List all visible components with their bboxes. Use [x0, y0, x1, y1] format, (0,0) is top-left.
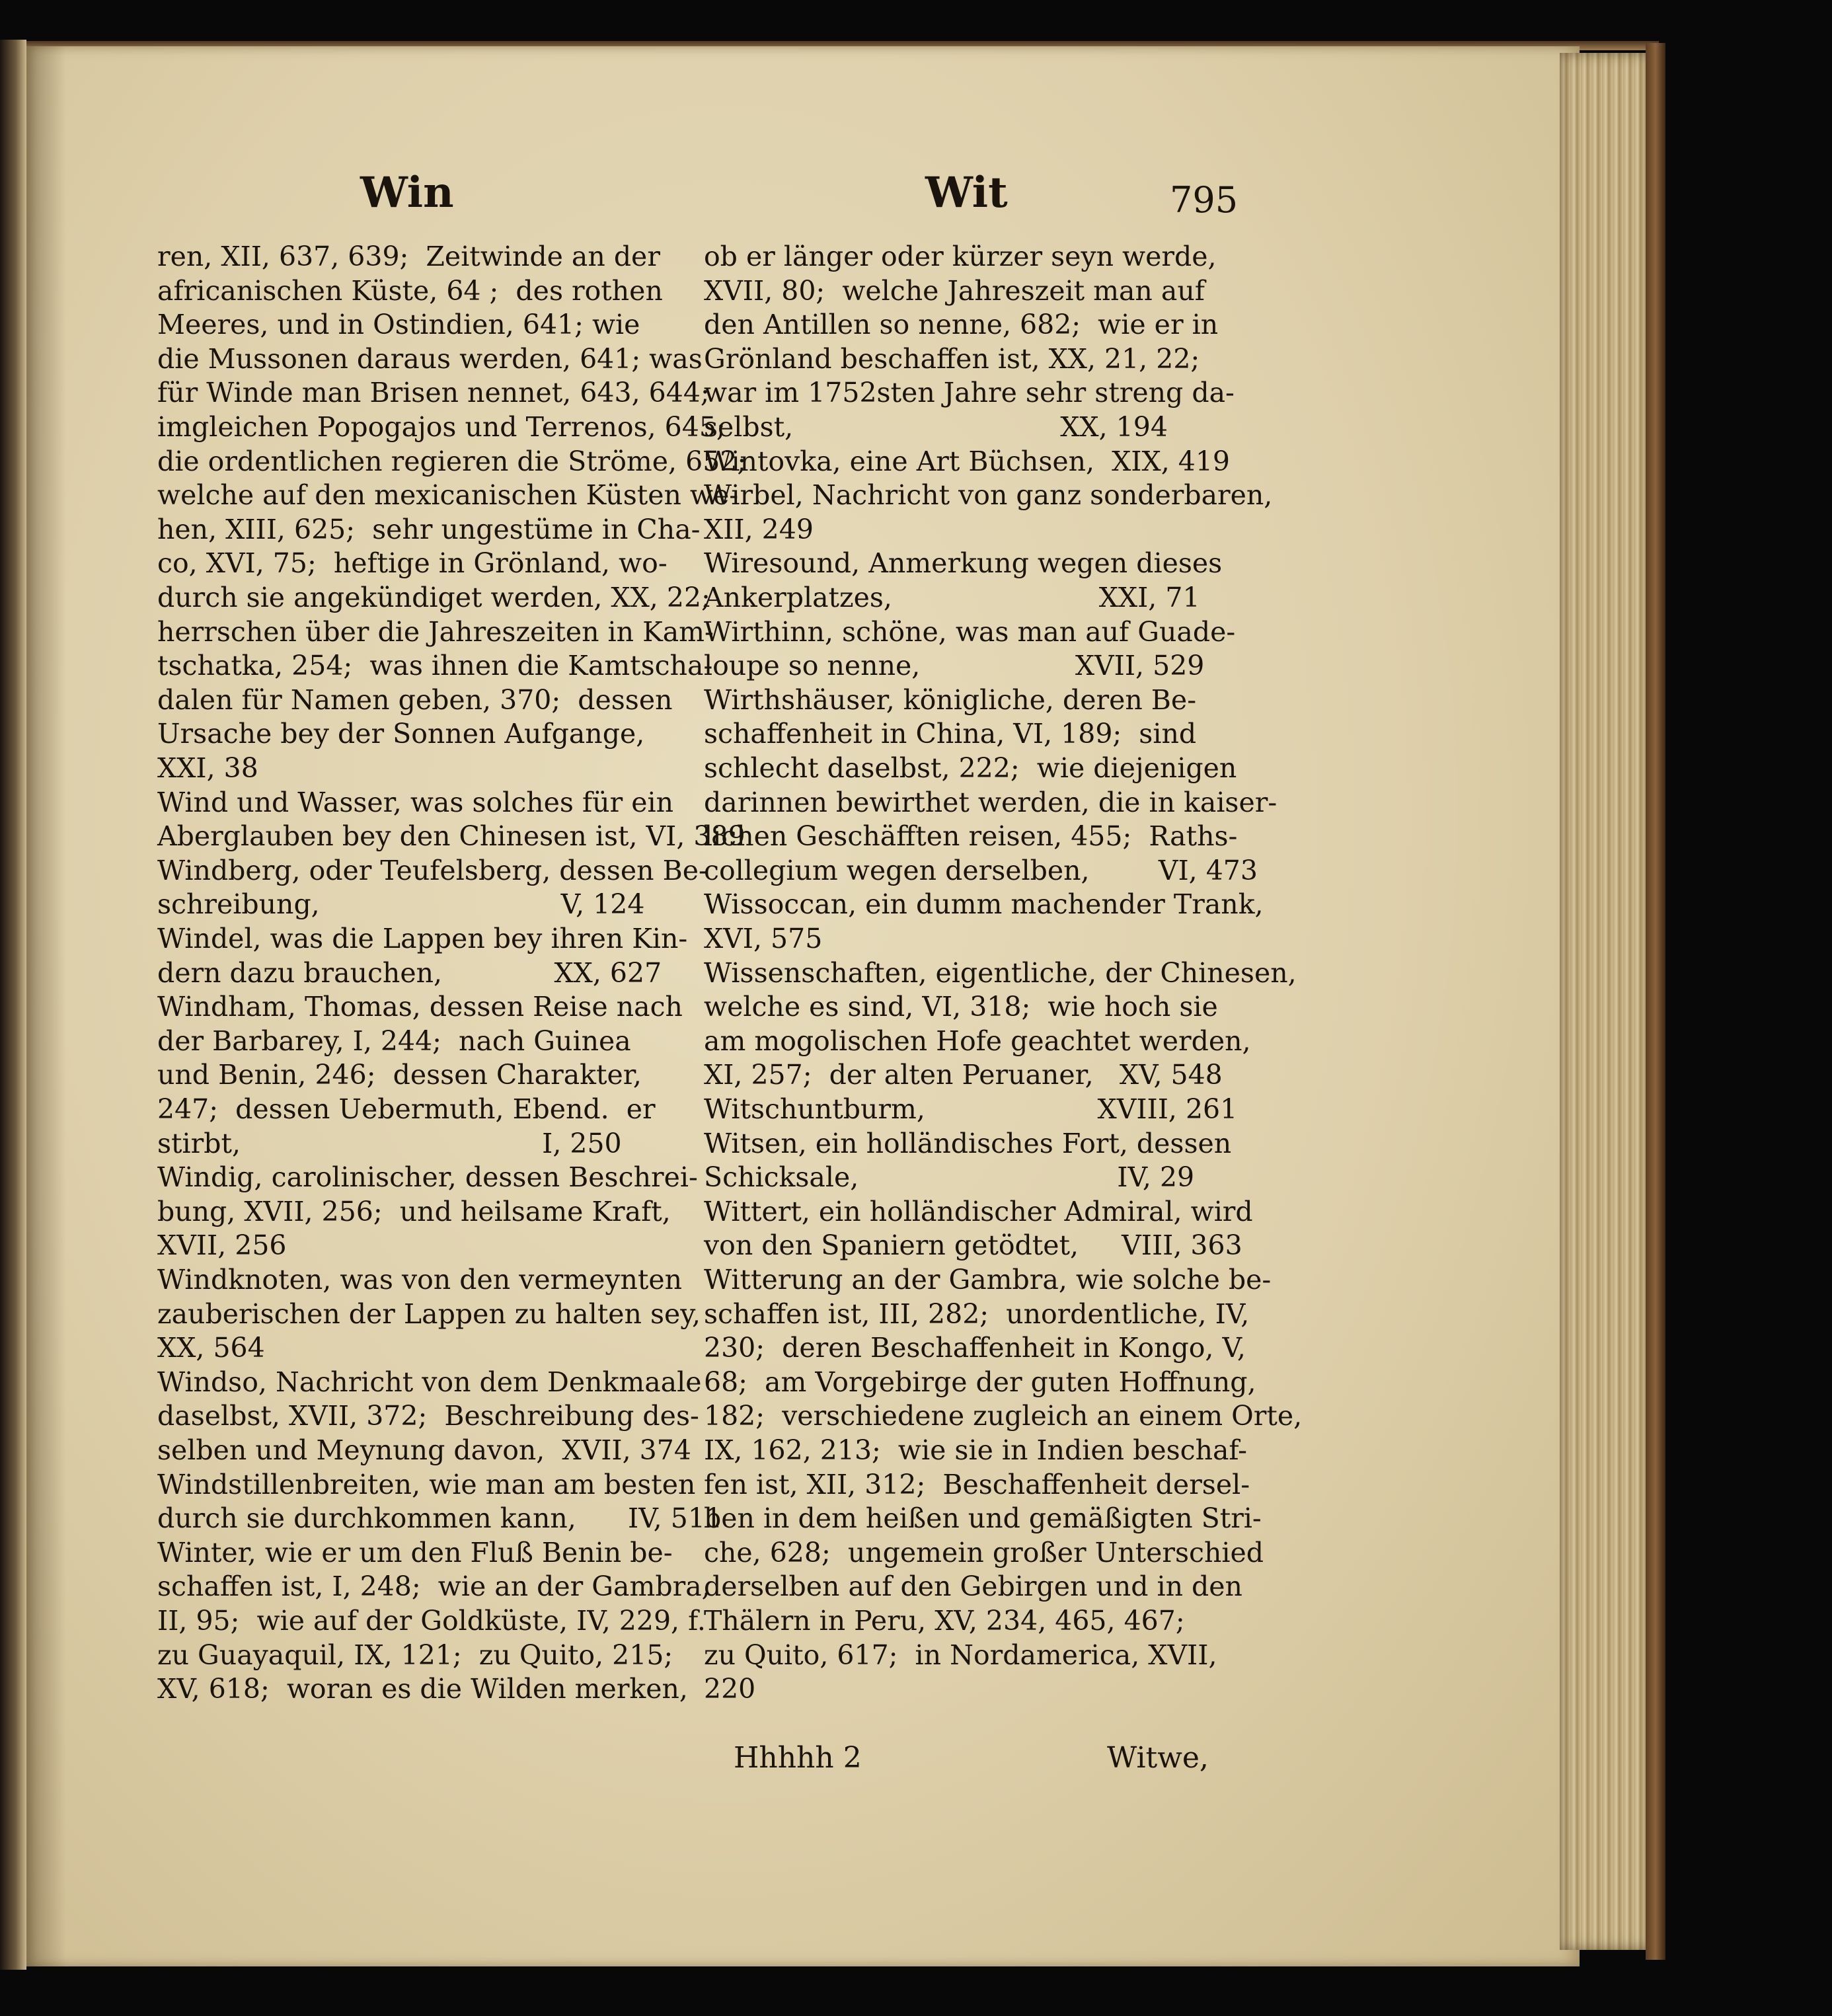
index-line: die ordentlichen regieren die Ströme, 652;	[157, 445, 747, 477]
index-line: zu Guayaquil, IX, 121; zu Quito, 215;	[157, 1639, 673, 1671]
index-line: Windknoten, was von den vermeynten	[157, 1264, 683, 1296]
index-line: dern dazu brauchen, XX, 627	[157, 956, 662, 989]
index-line: XX, 564	[157, 1332, 265, 1364]
index-line: africanischen Küste, 64 ; des rothen	[157, 274, 663, 307]
index-line: schreibung, V, 124	[157, 888, 645, 921]
index-line: 220	[704, 1673, 756, 1705]
index-line: tschatka, 254; was ihnen die Kamtscha-	[157, 650, 713, 682]
index-line: Wiresound, Anmerkung wegen dieses	[704, 547, 1223, 580]
index-line: Windig, carolinischer, dessen Beschrei-	[157, 1161, 698, 1194]
index-line: der Barbarey, I, 244; nach Guinea	[157, 1025, 631, 1057]
index-line: Ursache bey der Sonnen Aufgange,	[157, 718, 645, 750]
index-line: Ankerplatzes, XXI, 71	[704, 582, 1200, 613]
printer-signature: Hhhhh 2	[734, 1741, 862, 1775]
index-line: hen, XIII, 625; sehr ungestüme in Cha-	[157, 513, 701, 545]
index-line: ren, XII, 637, 639; Zeitwinde an der	[157, 241, 660, 272]
index-line: lichen Geschäfften reisen, 455; Raths-	[704, 820, 1238, 853]
index-line: XI, 257; der alten Peruaner, XV, 548	[704, 1059, 1223, 1091]
index-line: Winter, wie er um den Fluß Benin be-	[157, 1536, 673, 1569]
index-line: derselben auf den Gebirgen und in den	[704, 1570, 1242, 1603]
index-line: Wind und Wasser, was solches für ein	[157, 786, 673, 818]
index-line: imgleichen Popogajos und Terrenos, 645;	[157, 411, 726, 443]
index-line: che, 628; ungemein großer Unterschied	[704, 1536, 1264, 1569]
book-spine-edge	[0, 40, 26, 1970]
index-line: durch sie angekündiget werden, XX, 22;	[157, 582, 710, 613]
index-line: Grönland beschaffen ist, XX, 21, 22;	[704, 342, 1200, 375]
index-line: Wintovka, eine Art Büchsen, XIX, 419	[704, 445, 1231, 477]
index-line: Witterung an der Gambra, wie solche be-	[704, 1264, 1272, 1296]
index-line: darinnen bewirthet werden, die in kaiser-	[704, 786, 1278, 818]
index-line: XVII, 256	[157, 1229, 287, 1262]
index-line: Wissenschaften, eigentliche, der Chinesen,	[704, 956, 1297, 989]
index-line: und Benin, 246; dessen Charakter,	[157, 1059, 642, 1091]
index-line: durch sie durchkommen kann, IV, 511	[157, 1502, 722, 1535]
index-line: den Antillen so nenne, 682; wie er in	[704, 309, 1219, 341]
index-line: Windberg, oder Teufelsberg, dessen Be-	[157, 854, 708, 886]
index-line: selben und Meynung davon, XVII, 374	[157, 1434, 691, 1466]
running-head-left: Win	[360, 168, 454, 217]
index-line: II, 95; wie auf der Goldküste, IV, 229, f.	[157, 1605, 706, 1637]
running-head-center: Wit	[925, 168, 1008, 217]
index-line: war im 1752sten Jahre sehr streng da-	[704, 377, 1235, 409]
index-line: Meeres, und in Ostindien, 641; wie	[157, 309, 640, 341]
index-line: herrschen über die Jahreszeiten in Kam-	[157, 615, 714, 648]
index-line: ob er länger oder kürzer seyn werde,	[704, 241, 1217, 272]
index-line: Witsen, ein holländisches Fort, dessen	[704, 1127, 1232, 1159]
index-line: XXI, 38	[157, 752, 258, 784]
index-line: 182; verschiedene zugleich an einem Orte,	[704, 1400, 1303, 1432]
index-line: von den Spaniern getödtet, VIII, 363	[704, 1229, 1242, 1262]
index-line: die Mussonen daraus werden, 641; was	[157, 342, 703, 375]
index-line: Wissoccan, ein dumm machender Trank,	[704, 888, 1264, 921]
index-line: fen ist, XII, 312; Beschaffenheit dersel-	[704, 1468, 1250, 1500]
index-line: schaffenheit in China, VI, 189; sind	[704, 718, 1197, 750]
index-line: Windham, Thomas, dessen Reise nach	[157, 991, 683, 1023]
index-line: Wirbel, Nachricht von ganz sonderbaren,	[704, 479, 1273, 512]
index-line: daselbst, XVII, 372; Beschreibung des-	[157, 1400, 699, 1432]
catchword: Witwe,	[1107, 1741, 1209, 1775]
index-line: XVII, 80; welche Jahreszeit man auf	[704, 274, 1205, 307]
page-fore-edges	[1560, 53, 1652, 1950]
index-line: schlecht daselbst, 222; wie diejenigen	[704, 752, 1237, 784]
index-line: XVI, 575	[704, 923, 823, 954]
index-line: selbst, XX, 194	[704, 411, 1168, 443]
index-line: Wittert, ein holländischer Admiral, wird	[704, 1195, 1253, 1227]
index-line: zu Quito, 617; in Nordamerica, XVII,	[704, 1639, 1217, 1671]
index-line: bung, XVII, 256; und heilsame Kraft,	[157, 1195, 671, 1227]
index-line: loupe so nenne, XVII, 529	[704, 650, 1205, 682]
index-line: Windstillenbreiten, wie man am besten	[157, 1468, 696, 1500]
index-line: Windso, Nachricht von dem Denkmaale	[157, 1366, 702, 1398]
index-line: am mogolischen Hofe geachtet werden,	[704, 1025, 1251, 1057]
gutter-shadow	[26, 46, 66, 1966]
index-line: Wirthshäuser, königliche, deren Be-	[704, 683, 1197, 716]
book-cover-edge	[1646, 43, 1665, 1960]
index-line: Witschuntburm, XVIII, 261	[704, 1093, 1238, 1125]
index-line: welche auf den mexicanischen Küsten we-	[157, 479, 739, 512]
index-line: Aberglauben bey den Chinesen ist, VI, 389	[157, 820, 745, 853]
index-line: co, XVI, 75; heftige in Grönland, wo-	[157, 547, 668, 580]
index-line: welche es sind, VI, 318; wie hoch sie	[704, 991, 1218, 1023]
index-line: collegium wegen derselben, VI, 473	[704, 854, 1258, 886]
index-line: dalen für Namen geben, 370; dessen	[157, 683, 673, 716]
index-line: 230; deren Beschaffenheit in Kongo, V,	[704, 1332, 1246, 1364]
index-line: IX, 162, 213; wie sie in Indien beschaf-	[704, 1434, 1248, 1466]
index-line: zauberischen der Lappen zu halten sey,	[157, 1298, 701, 1330]
index-line: 247; dessen Uebermuth, Ebend. er	[157, 1093, 656, 1125]
index-line: Schicksale, IV, 29	[704, 1161, 1195, 1194]
index-line: 68; am Vorgebirge der guten Hoffnung,	[704, 1366, 1256, 1398]
index-line: für Winde man Brisen nennet, 643, 644;	[157, 377, 710, 409]
index-line: schaffen ist, I, 248; wie an der Gambra,	[157, 1570, 710, 1603]
index-line: stirbt, I, 250	[157, 1127, 622, 1159]
index-line: schaffen ist, III, 282; unordentliche, IV,	[704, 1298, 1250, 1330]
index-line: XII, 249	[704, 513, 814, 545]
index-line: Wirthinn, schöne, was man auf Guade-	[704, 615, 1236, 648]
index-line: ben in dem heißen und gemäßigten Stri-	[704, 1502, 1262, 1535]
index-line: Thälern in Peru, XV, 234, 465, 467;	[704, 1605, 1185, 1637]
page-number: 795	[1170, 179, 1239, 221]
index-line: XV, 618; woran es die Wilden merken,	[157, 1673, 688, 1705]
index-line: Windel, was die Lappen bey ihren Kin-	[157, 923, 688, 954]
